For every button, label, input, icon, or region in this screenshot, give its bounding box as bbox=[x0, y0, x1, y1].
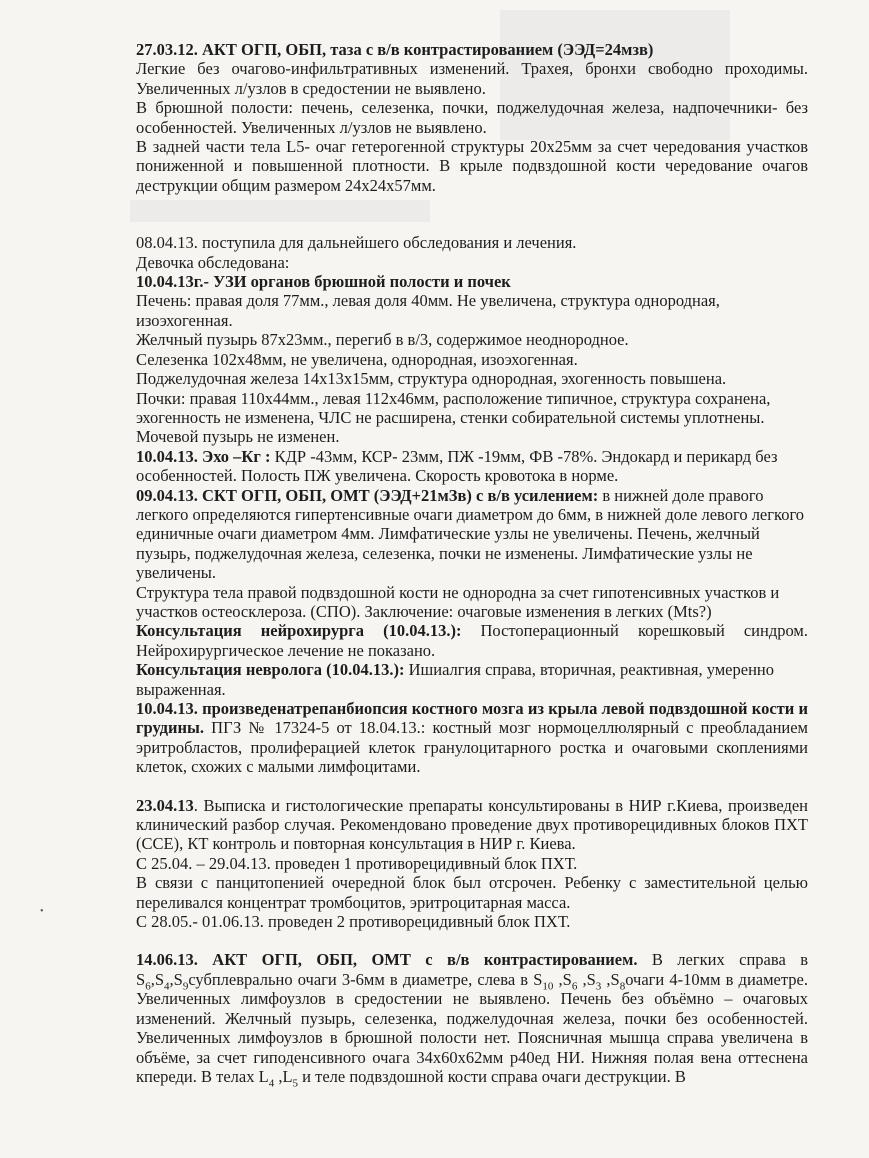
ct-june-text: и теле подвздошной кости справа очаги деструкции. В bbox=[298, 1066, 686, 1086]
ct-june-text: ,S bbox=[150, 969, 164, 989]
ct-2012-heading: 27.03.12. АКТ ОГП, ОБП, таза с в/в контрастированием (ЭЭД=24мзв) bbox=[136, 40, 654, 59]
echo-heading: 10.04.13. Эхо –Кг : bbox=[136, 446, 271, 466]
segment-sub: 8 bbox=[619, 980, 626, 993]
neurologist-heading: Консультация невролога (10.04.13.): bbox=[136, 660, 405, 680]
spacer bbox=[136, 777, 808, 796]
ct-june-text: субплеврально очаги 3-6мм в диаметре, слева в S bbox=[188, 969, 543, 989]
ct-june-text: ,S bbox=[577, 969, 596, 989]
echo-paragraph bbox=[136, 447, 808, 486]
usg-kidneys: Почки: правая 110х44мм., левая 112х46мм, расположение типичное, структура сохранена, эхогенность не изменена, ЧЛС не расширена, стенки собирательной системы уплотнены. bbox=[136, 388, 771, 427]
kyiv-consult-date: 23.04.13 bbox=[136, 795, 194, 815]
neurosurgeon-text: Постоперационный корешковый синдром. Нейрохирургическое лечение не показано. bbox=[136, 621, 808, 660]
segment-sub: 3 bbox=[595, 980, 602, 993]
neurologist-paragraph bbox=[136, 660, 808, 699]
usg-pancreas: Поджелудочная железа 14х13х15мм, структура однородная, эхогенность повышена. bbox=[136, 369, 727, 389]
chemo-block-2: С 28.05.- 01.06.13. проведен 2 противорецидивный блок ПХТ. bbox=[136, 912, 571, 932]
segment-sub: 10 bbox=[542, 980, 554, 993]
spacer bbox=[136, 931, 808, 950]
spacer bbox=[136, 195, 808, 233]
kyiv-consult-paragraph bbox=[136, 796, 808, 854]
vertebra-sub: 4 bbox=[268, 1077, 275, 1090]
trephine-heading: 10.04.13. произведенатрепанбиопсия костного мозга из крыла левой подвздошной кости и грудины. bbox=[136, 699, 808, 738]
ct-2013-conclusion: Структура тела правой подвздошной кости не однородна за счет гипотенсивных участков и участков остеосклероза. (СПО). Заключение: очаговые изменения в легких (Mts?) bbox=[136, 582, 780, 621]
chemo-block-1: С 25.04. – 29.04.13. проведен 1 противорецидивный блок ПХТ. bbox=[136, 853, 578, 873]
ct-june-text: ,S bbox=[553, 969, 572, 989]
usg-spleen: Селезенка 102х48мм, не увеличена, однородная, изоэхогенная. bbox=[136, 349, 578, 369]
ct-2013-paragraph bbox=[136, 486, 808, 583]
margin-dot: • bbox=[40, 906, 44, 917]
segment-sub: 6 bbox=[571, 980, 578, 993]
segment-sub: 9 bbox=[182, 980, 189, 993]
segment-sub: 6 bbox=[145, 980, 151, 993]
echo-text: КДР -43мм, КСР- 23мм, ПЖ -19мм, ФВ -78%. Эндокард и перикард без особенностей. Полость ПЖ увеличена. Скорость кровотока в норме. bbox=[136, 446, 778, 486]
document-body bbox=[136, 40, 808, 1090]
ct-june-text: ,S bbox=[169, 969, 183, 989]
ct-2012-bones: В задней части тела L5- очаг гетерогенной структуры 20х25мм за счет чередования участков пониженной и повышенной плотности. В крыле подвздошной кости чередование очагов деструкции общим размером 24х24х57мм. bbox=[136, 137, 808, 195]
segment-sub: 4 bbox=[164, 980, 170, 993]
vertebra-sub: 5 bbox=[292, 1077, 299, 1090]
ct-2013-text: в нижней доле правого легкого определяются гипертенсивные очаги диаметром до 6мм, в нижней доле левого легкого единичные очаги диаметром 4мм. Лимфатические узлы не увеличены. Печень, желчный пузырь, поджелудочная железа, селезенка, почки не изменены. Лимфатические узлы не увеличены. bbox=[136, 485, 805, 583]
neurosurgeon-heading: Консультация нейрохирурга (10.04.13.): bbox=[136, 621, 462, 641]
neurosurgeon-paragraph bbox=[136, 621, 808, 660]
ct-2012-lungs: Легкие без очагово-инфильтративных изменений. Трахея, бронхи свободно проходимы. Увеличенных л/узлов в средостении не выявлено. bbox=[136, 59, 808, 98]
neurologist-text: Ишиалгия справа, вторичная, реактивная, умеренно выраженная. bbox=[136, 660, 774, 699]
usg-liver: Печень: правая доля 77мм., левая доля 40мм. Не увеличена, структура однородная, изоэхогенная. bbox=[136, 291, 720, 330]
ct-2012-abdomen: В брюшной полости: печень, селезенка, почки, поджелудочная железа, надпочечники- без особенностей. Увеличенных л/узлов не выявлено. bbox=[136, 98, 808, 137]
ct-june-text: ,L bbox=[274, 1066, 293, 1086]
usg-heading: 10.04.13г.- УЗИ органов брюшной полости и почек bbox=[136, 272, 511, 292]
ct-june-text: ,S bbox=[601, 969, 620, 989]
pancytopenia-line: В связи с панцитопенией очередной блок был отсрочен. Ребенку с заместительной целью переливался концентрат тромбоцитов, эритроцитарная масса. bbox=[136, 873, 808, 912]
kyiv-consult-text: . Выписка и гистологические препараты консультированы в НИР г.Киева, произведен клинический разбор случая. Рекомендовано проведение двух противорецидивных блоков ПХТ (ССЕ), КТ контроль и повторная консультация в НИР г. Киева. bbox=[136, 795, 808, 854]
ct-june-paragraph bbox=[136, 950, 808, 1090]
admission-line: 08.04.13. поступила для дальнейшего обследования и лечения. bbox=[136, 233, 577, 253]
ct-2013-heading: 09.04.13. СКТ ОГП, ОБП, ОМТ (ЭЭД+21мЗв) с в/в усилением: bbox=[136, 485, 599, 505]
ct-june-text: очаги 4-10мм в диаметре. Увеличенных лимфоузлов в средостении не выявлено. Печень без объёмно – очаговых изменений. Желчный пузырь, селезенка, поджелудочная железа, почки без особенностей. Увеличенных лимфоузлов в брюшной полости нет. Поясничная мышца справа увеличена в объёме, за счет гиподенсивного очага 34х60х62мм р40ед НИ. Нижняя полая вена оттеснена кпереди. В телах L bbox=[136, 969, 808, 1086]
trephine-paragraph bbox=[136, 699, 808, 777]
ct-june-heading: 14.06.13. АКТ ОГП, ОБП, ОМТ с в/в контрастированием. bbox=[136, 950, 638, 970]
ct-june-text: В легких справа в S bbox=[136, 950, 808, 989]
usg-gallbladder: Желчный пузырь 87х23мм., перегиб в в/3, содержимое неоднородное. bbox=[136, 330, 629, 350]
exam-line: Девочка обследована: bbox=[136, 252, 290, 272]
usg-bladder: Мочевой пузырь не изменен. bbox=[136, 427, 340, 447]
trephine-text: ПГЗ № 17324-5 от 18.04.13.: костный мозг нормоцеллюлярный с преобладанием эритробластов, пролиферацией клеток гранулоцитарного ростка и очаговыми скоплениями клеток, схожих с малыми лимфоцитами. bbox=[136, 718, 808, 777]
